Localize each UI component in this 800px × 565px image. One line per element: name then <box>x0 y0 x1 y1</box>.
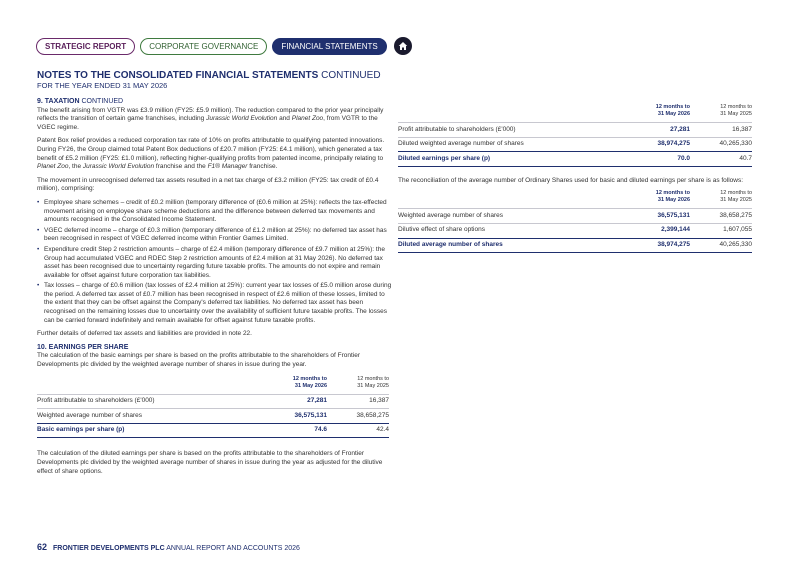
list-item: • Employee share schemes – credit of £0.2 million (temporary difference of (£0.6 million at 25%): reflects the tax-effected movement arising on employee share scheme deductions and the difference between deferred tax movements and amounts recognised in the Consolidated Income Statement. <box>37 199 392 225</box>
eps-paragraph-3: The reconciliation of the average number of Ordinary Shares used for basic and diluted earnings per share is as follows: <box>398 176 744 184</box>
table-header-current <box>252 376 327 395</box>
italic-title: F1® Manager <box>207 163 248 171</box>
italic-title: Jurassic World Evolution <box>206 115 278 123</box>
taxation-paragraph-2 <box>37 137 392 171</box>
section-nav <box>36 37 412 55</box>
table-header-prior <box>690 190 752 209</box>
table-header-row <box>398 190 752 209</box>
row-label: Dilutive effect of share options <box>398 223 615 238</box>
row-label: Profit attributable to shareholders (£'000) <box>398 123 615 138</box>
left-column <box>37 98 392 481</box>
text-segment: Patent Box relief provides a reduced corporation tax rate of 10% on profits attributable to qualifying patented innovations. During FY26, the Group claimed total Patent Box deductions of £20.7 million (FY25: £4.1 million), which generated a tax benefit of £5.2 million (FY25: £1.0 million), reflecting higher-qualifying profits from patented income, principally relating to <box>37 137 385 162</box>
row-current-value: 2,399,144 <box>615 223 690 238</box>
text-segment: , the <box>68 163 83 171</box>
row-label: Profit attributable to shareholders (£'000) <box>37 394 252 409</box>
header-line: 12 months to <box>292 375 327 382</box>
text-segment: franchise and the <box>154 163 208 171</box>
table-header-current <box>615 104 690 123</box>
row-label: Diluted weighted average number of shares <box>398 137 615 152</box>
home-icon <box>398 41 408 51</box>
row-label: Weighted average number of shares <box>398 209 615 224</box>
row-current-value: 38,974,275 <box>615 137 690 152</box>
text-segment: , from VGTR to the VGEC regime. <box>37 115 378 131</box>
diluted-eps-table <box>398 104 752 167</box>
row-prior-value: 40,265,330 <box>690 137 752 152</box>
total-prior-value: 40,265,330 <box>690 238 752 253</box>
taxation-heading-text: 9. TAXATION <box>37 98 80 105</box>
italic-title: Jurassic World Evolution <box>82 163 155 171</box>
page-title-text: NOTES TO THE CONSOLIDATED FINANCIAL STATEMENTS <box>37 70 319 81</box>
text-segment: franchise. <box>247 163 278 171</box>
page-title <box>37 70 381 81</box>
table-header-label <box>398 190 615 209</box>
footer-report: ANNUAL REPORT AND ACCOUNTS 2026 <box>166 545 300 552</box>
footer-company: FRONTIER DEVELOPMENTS PLC <box>53 545 165 552</box>
row-current-value: 27,281 <box>252 394 327 409</box>
total-current-value: 70.0 <box>615 152 690 167</box>
row-label: Weighted average number of shares <box>37 409 252 424</box>
share-reconciliation-table <box>398 190 752 253</box>
header-line: 31 May 2026 <box>294 382 327 389</box>
row-prior-value: 38,658,275 <box>327 409 389 424</box>
page-title-continued: CONTINUED <box>321 70 381 81</box>
table-row <box>37 394 389 409</box>
eps-paragraph-1: The calculation of the basic earnings per share is based on the profits attributable to the shareholders of Frontier Developments plc divided by the weighted average number of shares in issue during the year. <box>37 352 361 369</box>
taxation-heading <box>37 98 392 107</box>
nav-strategic-report[interactable]: STRATEGIC REPORT <box>36 38 135 55</box>
header-line: 31 May 2026 <box>657 111 690 117</box>
list-item: • VGEC deferred income – charge of £0.3 million (temporary difference of £1.2 million at 25%): no deferred tax asset has been recognised in respect of VGEC deferred income within Frontier Games Limited. <box>37 227 392 244</box>
total-label: Basic earnings per share (p) <box>37 423 252 438</box>
page-footer <box>37 542 300 552</box>
total-prior-value: 42.4 <box>327 423 389 438</box>
header-line: 12 months to <box>655 104 690 110</box>
header-line: 31 May 2025 <box>720 197 752 204</box>
right-column <box>398 104 752 253</box>
table-row <box>398 137 752 152</box>
text-segment: and <box>277 115 292 123</box>
basic-eps-table <box>37 376 389 439</box>
header-line: 31 May 2026 <box>657 197 690 204</box>
table-row <box>37 409 389 424</box>
taxation-heading-continued: CONTINUED <box>81 98 124 105</box>
table-total-row <box>398 152 752 167</box>
row-prior-value: 16,387 <box>327 394 389 409</box>
header-line: 12 months to <box>357 375 389 382</box>
table-header-row <box>37 376 389 395</box>
eps-heading: 10. EARNINGS PER SHARE <box>37 343 129 351</box>
list-item: • Expenditure credit Step 2 restriction amounts – charge of £2.4 million (temporary difference of £9.7 million at 25%): the Group had accumulated VGEC and RDEC Step 2 restriction amounts of £2.4 million at 31 May 2026). No deferred tax asset has been recognised due to uncertainty regarding future taxable profits. The amounts do not expire and remain available for offset against future corporation tax liabilities. <box>37 246 392 280</box>
taxation-paragraph-1 <box>37 107 392 133</box>
table-total-row <box>37 423 389 438</box>
row-current-value: 36,575,131 <box>615 209 690 224</box>
list-item: • Tax losses – charge of £0.6 million (tax losses of £2.4 million at 25%): current year tax losses of £5.0 million arose during the period. A deferred tax asset of £0.7 million has been recognised in respect of £2.6 million of these losses, limited to the extent that they can be offset against the Company's deferred tax liabilities. No deferred tax asset has been recognised on the remaining losses due to uncertainty over the availability of sufficient future taxable profits. The losses can be carried forward indefinitely and remain available for offset against future taxable profits. <box>37 282 392 325</box>
header-line: 12 months to <box>720 190 752 197</box>
text-segment: The benefit arising from VGTR was £3.9 million (FY25: £5.9 million). The reduction compared to the prior year principally reflects the transition of certain game franchises, including <box>37 106 384 123</box>
header-line: 31 May 2025 <box>357 382 389 389</box>
italic-title: Planet Zoo <box>37 163 69 171</box>
table-header-label <box>37 376 252 395</box>
total-label: Diluted earnings per share (p) <box>398 152 615 167</box>
page-subtitle: FOR THE YEAR ENDED 31 MAY 2026 <box>37 81 168 90</box>
table-header-prior <box>690 104 752 123</box>
table-row <box>398 123 752 138</box>
total-current-value: 38,974,275 <box>615 238 690 253</box>
table-header-current <box>615 190 690 209</box>
taxation-paragraph-3: The movement in unrecognised deferred tax assets resulted in a net tax charge of £3.2 million (FY25: tax credit of £0.4 million), comprising: <box>37 176 379 193</box>
total-prior-value: 40.7 <box>690 152 752 167</box>
header-line: 31 May 2025 <box>720 111 752 117</box>
nav-financial-statements[interactable]: FINANCIAL STATEMENTS <box>272 38 386 55</box>
italic-title: Planet Zoo <box>291 115 324 123</box>
row-prior-value: 38,658,275 <box>690 209 752 224</box>
row-prior-value: 1,607,055 <box>690 223 752 238</box>
row-current-value: 36,575,131 <box>252 409 327 424</box>
row-prior-value: 16,387 <box>690 123 752 138</box>
table-header-row <box>398 104 752 123</box>
header-line: 12 months to <box>655 190 690 197</box>
table-header-prior <box>327 376 389 395</box>
total-label: Diluted average number of shares <box>398 238 615 253</box>
table-row <box>398 223 752 238</box>
total-current-value: 74.6 <box>252 423 327 438</box>
nav-corporate-governance[interactable]: CORPORATE GOVERNANCE <box>140 38 267 55</box>
page-number: 62 <box>37 542 48 552</box>
taxation-bullet-list <box>37 199 392 325</box>
header-line: 12 months to <box>720 104 752 110</box>
eps-paragraph-2: The calculation of the diluted earnings per share is based on the profits attributable to the shareholders of Frontier Developments plc divided by the weighted average number of shares in issue during the year as adjusted for the dilutive effect of share options. <box>37 450 383 475</box>
taxation-paragraph-4: Further details of deferred tax assets and liabilities are provided in note 22. <box>37 330 252 338</box>
row-current-value: 27,281 <box>615 123 690 138</box>
table-header-label <box>398 104 615 123</box>
table-row <box>398 209 752 224</box>
home-button[interactable] <box>394 37 412 55</box>
table-total-row <box>398 238 752 253</box>
